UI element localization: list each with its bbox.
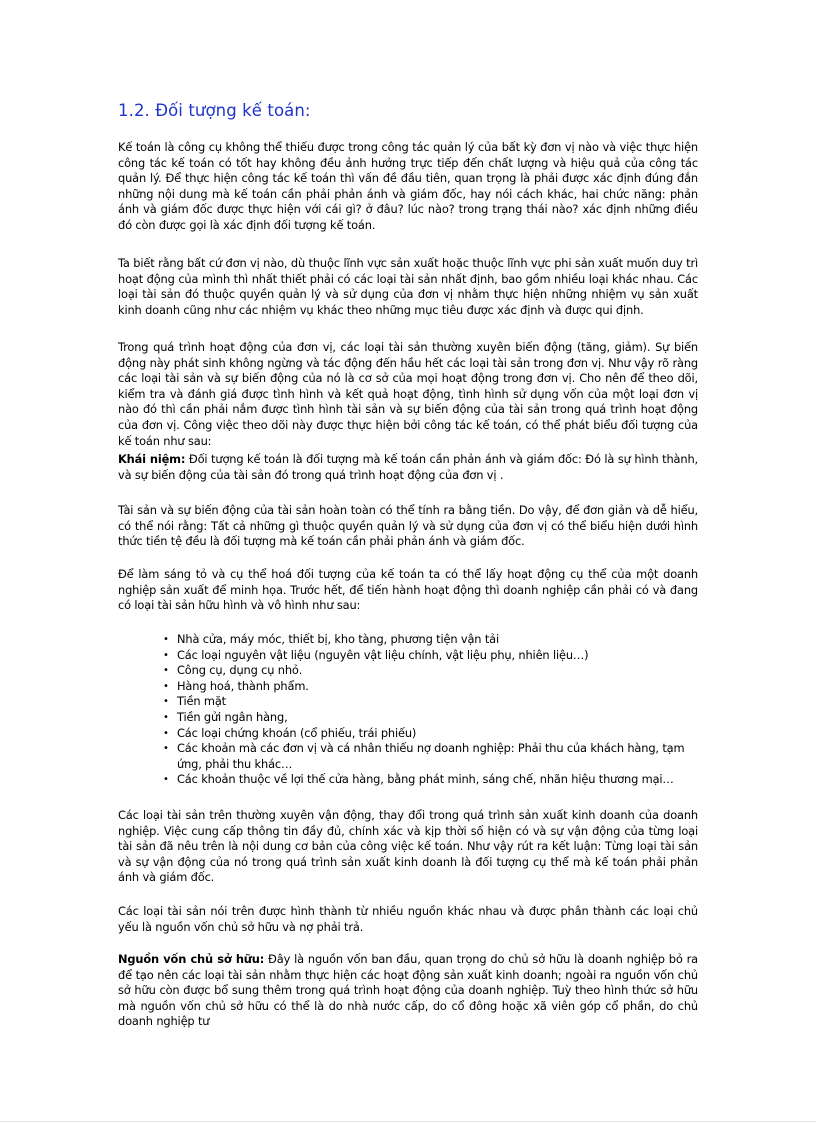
list-item: • Tiền mặt (163, 694, 226, 709)
definition-label: Khái niệm: (118, 452, 186, 466)
bullet-icon: • (163, 727, 169, 739)
list-item: • Các khoản mà các đơn vị và cá nhân thiếu nợ doanh nghiệp: Phải thu của khách hàng, tạm ứng, phải thu khác… (163, 741, 685, 771)
list-item: • Hàng hoá, thành phẩm. (163, 678, 309, 693)
definition-text: Đối tượng kế toán là đối tượng mà kế toán cần phản ánh và giám đốc: Đó là sự hình thành, và sự biến động của tài sản đó trong quá trình hoạt động của đơn vị . (118, 452, 698, 482)
bullet-icon: • (163, 649, 169, 661)
asset-list (161, 632, 698, 788)
equity-label: Nguồn vốn chủ sở hữu: (118, 952, 265, 966)
bullet-icon: • (163, 711, 169, 723)
bullet-icon: • (163, 665, 169, 677)
paragraph-1: Kế toán là công cụ không thể thiếu được trong công tác quản lý của bất kỳ đơn vị nào và việc thực hiện công tác kế toán có tốt hay không đều ảnh hưởng trực tiếp đến chất lượng và hiệu quả của công tác quản lý. Để thực hiện công tác kế toán thì vấn đề đầu tiên, quan trọng là phải được xác định đúng đắn những nội dung mà kế toán cần phải phản ánh và giám đốc, hay nói cách khác, hai chức năng: phản ánh và giám đốc được thực hiện với cái gì? ở đâu? lúc nào? trong trạng thái nào? xác định những điều đó còn được gọi là xác định đối tượng kế toán. (118, 140, 698, 232)
list-item: • Tiền gửi ngân hàng, (163, 709, 288, 724)
paragraph-5: Tài sản và sự biến động của tài sản hoàn toàn có thể tính ra bằng tiền. Do vậy, để đơn giản và dễ hiểu, có thể nói rằng: Tất cả những gì thuộc quyền quản lý và sử dụng của đơn vị có thể biểu hiện dưới hình thức tiền tệ đều là đối tượng mà kế toán cần phải phản ánh và giám đốc. (118, 503, 698, 549)
bullet-icon: • (163, 680, 169, 692)
equity-text: Đây là nguồn vốn ban đầu, quan trọng do chủ sở hữu là doanh nghiệp bỏ ra để tạo nên các loại tài sản nhằm thực hiện các hoạt động sản xuất kinh doanh; ngoài ra nguồn vốn chủ sở hữu còn được bổ sung thêm trong quá trình hoạt động của doanh nghiệp. Tuỳ theo hình thức sở hữu mà nguồn vốn chủ sở hữu có thể là do nhà nước cấp, do cổ đông hoặc xã viên góp cổ phần, do chủ doanh nghiệp tư (118, 952, 698, 1029)
paragraph-equity (118, 952, 698, 1030)
bullet-icon: • (163, 696, 169, 708)
list-item: • Các loại nguyên vật liệu (nguyên vật liệu chính, vật liệu phụ, nhiên liệu…) (163, 647, 589, 662)
list-item: • Nhà cửa, máy móc, thiết bị, kho tàng, phương tiện vận tải (163, 632, 499, 646)
list-item: • Các loại chứng khoán (cổ phiếu, trái phiếu) (163, 725, 417, 740)
paragraph-3: Trong quá trình hoạt động của đơn vị, các loại tài sản thường xuyên biến động (tăng, giảm). Sự biến động này phát sinh không ngừng và tác động đến hầu hết các loại tài sản trong đơn vị. Như vậy rõ ràng các loại tài sản và sự biến động của nó là cơ sở của mọi hoạt động trong đơn vị. Cho nên để theo dõi, kiểm tra và đánh giá được tình hình và kết quả hoạt động, tình hình sử dụng vốn của một loại đơn vị nào đó thì cần phải nắm được tình hình tài sản và sự biến động của tài sản trong quá trình hoạt động của đơn vị. Công việc theo dõi này được thực hiện bởi công tác kế toán, có thể phát biểu đối tượng của kế toán như sau: (118, 340, 698, 448)
page-bottom-edge (0, 1121, 816, 1122)
list-item: • Công cụ, dụng cụ nhỏ. (163, 663, 303, 678)
bullet-icon: • (163, 743, 169, 755)
paragraph-8: Các loại tài sản nói trên được hình thành từ nhiều nguồn khác nhau và được phân thành các loại chủ yếu là nguồn vốn chủ sở hữu và nợ phải trả. (118, 904, 698, 934)
paragraph-7: Các loại tài sản trên thường xuyên vận động, thay đổi trong quá trình sản xuất kinh doanh của doanh nghiệp. Việc cung cấp thông tin đầy đủ, chính xác và kịp thời số hiện có và sự vận động của từng loại tài sản đã nêu trên là nội dung cơ bản của công việc kế toán. Như vậy rút ra kết luận: Từng loại tài sản và sự vận động của nó trong quá trình sản xuất kinh doanh là đối tượng cụ thể mà kế toán phải phản ánh và giám đốc. (118, 808, 698, 885)
section-heading: 1.2. Đối tượng kế toán: (118, 101, 311, 120)
paragraph-definition (118, 452, 698, 483)
bullet-icon: • (163, 634, 169, 645)
list-item: • Các khoản thuộc về lợi thế cửa hàng, bằng phát minh, sáng chế, nhãn hiệu thương mại… (163, 772, 674, 787)
paragraph-2: Ta biết rằng bất cứ đơn vị nào, dù thuộc lĩnh vực sản xuất hoặc thuộc lĩnh vực phi sản xuất muốn duy trì hoạt động của mình thì nhất thiết phải có các loại tài sản nhất định, bao gồm nhiều loại khác nhau. Các loại tài sản đó thuộc quyền quản lý và sử dụng của đơn vị nhằm thực hiện những nhiệm vụ sản xuất kinh doanh cũng như các nhiệm vụ khác theo những mục tiêu được xác định và được qui định. (118, 256, 698, 317)
paragraph-6: Để làm sáng tỏ và cụ thể hoá đối tượng của kế toán ta có thể lấy hoạt động cụ thể của một doanh nghiệp sản xuất để minh họa. Trước hết, để tiến hành hoạt động thì doanh nghiệp cần phải có và đang có loại tài sản hữu hình và vô hình như sau: (118, 567, 698, 613)
bullet-icon: • (163, 774, 169, 786)
